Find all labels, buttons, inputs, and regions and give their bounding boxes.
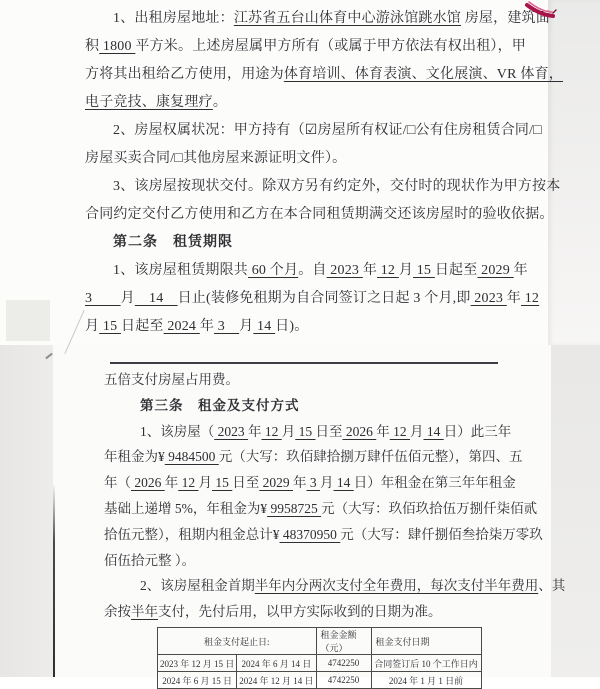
- text-segment: 拾伍元整），租期内租金总计¥: [104, 526, 280, 542]
- page2-top-rule: [110, 362, 498, 364]
- underlined-fill-in-text: 2026: [131, 475, 165, 491]
- underlined-fill-in-text: 14: [333, 475, 354, 491]
- contract-text-line: [104, 573, 566, 599]
- text-segment: 余按: [104, 604, 131, 620]
- paper-edge-shadow: [53, 483, 55, 677]
- table-cell: 2024 年 6 月 15 日: [158, 672, 237, 689]
- text-segment: 年: [248, 423, 262, 439]
- underlined-fill-in-text: 2023: [470, 291, 507, 306]
- text-segment: 月: [239, 319, 254, 334]
- text-segment: 。自: [298, 263, 327, 278]
- text-segment: 年租金为¥: [104, 449, 165, 465]
- text-segment: 日）此三年: [443, 423, 512, 439]
- text-segment: 年: [506, 291, 521, 306]
- underlined-fill-in-text: 9958725: [267, 500, 322, 516]
- contract-text-line: [104, 393, 554, 419]
- red-pen-mark-icon: [524, 0, 560, 28]
- table-row: [158, 672, 482, 689]
- clause-heading: 第二条 租赁期限: [113, 235, 233, 250]
- text-segment: 年: [164, 475, 179, 491]
- underlined-fill-in-text: 48370950: [279, 526, 341, 542]
- table-header-cell: 租金支付起止日:: [158, 628, 317, 655]
- underlined-fill-in-text: 3: [85, 291, 121, 306]
- table-header-cell: 租金支付日期: [371, 628, 481, 655]
- underlined-fill-in-text: 2029: [259, 475, 293, 491]
- contract-text-line: [85, 173, 561, 201]
- underlined-fill-in-text: 9484500: [164, 449, 219, 465]
- contract-text-line: [85, 5, 550, 33]
- text-segment: 佰伍拾元整 ）。: [104, 552, 196, 568]
- photo-background-right: [551, 345, 600, 677]
- contract-page2-photo: [0, 345, 600, 686]
- contract-text-line: [85, 257, 545, 285]
- text-segment: 元（大写：玖佰玖拾伍万捌仟柒佰贰: [321, 500, 538, 516]
- text-segment: 方将其出租给乙方使用，用途为: [85, 67, 284, 82]
- text-segment: 日起至: [434, 263, 478, 278]
- underlined-fill-in-text: 15: [212, 475, 233, 491]
- text-segment: 积: [85, 39, 100, 54]
- text-segment: 月: [120, 291, 135, 306]
- contract-text-line: [104, 522, 554, 548]
- underlined-fill-in-text: 14: [134, 291, 178, 306]
- contract-text-line: [85, 285, 545, 313]
- text-segment: 年: [513, 263, 528, 278]
- text-segment: 年（: [104, 475, 131, 491]
- underlined-fill-in-text: 2024: [163, 319, 200, 334]
- text-segment: 合同约定交付乙方使用和乙方在本合同租赁期满交还该房屋时的验收依据。: [85, 207, 554, 222]
- contract-text-line: [85, 61, 563, 89]
- page2-text: [104, 367, 566, 625]
- text-segment: 支付，先付后用，以甲方实际收到的日期为准。: [158, 604, 442, 620]
- text-segment: 元（大写：玖佰肆拾捌万肆仟伍佰元整），第四、五: [218, 449, 523, 465]
- contract-text-line: [104, 367, 554, 393]
- text-segment: 年: [199, 319, 215, 334]
- text-segment: 房屋，建筑面: [461, 11, 550, 26]
- underlined-fill-in-text: 电子竞技、康复理疗: [85, 95, 213, 110]
- contract-text-line: [85, 33, 545, 61]
- underlined-fill-in-text: 14: [423, 423, 444, 439]
- underlined-fill-in-text: 3: [306, 475, 320, 491]
- text-segment: 月: [85, 319, 100, 334]
- table-cell: 4742250: [316, 672, 371, 689]
- text-segment: 日起至: [121, 319, 164, 334]
- table-header-cell: 租金金额（元）: [316, 628, 371, 655]
- text-segment: 、其: [538, 578, 566, 594]
- underlined-fill-in-text: 半年: [131, 604, 158, 620]
- contract-text-line: [104, 444, 554, 470]
- text-segment: 3、该房屋按现状交付。除双方另有约定外，交付时的现状作为甲方按本: [113, 179, 561, 194]
- photo-background-corner: [6, 300, 50, 341]
- underlined-fill-in-text: 半年内分两次支付全年费用，每次支付半年费用: [254, 578, 539, 594]
- underlined-fill-in-text: 1800: [99, 39, 136, 54]
- text-segment: 日至: [315, 423, 343, 439]
- text-segment: 月: [281, 423, 296, 439]
- table-cell: 合同签订后 10 个工作日内: [371, 655, 481, 672]
- text-segment: 月: [320, 475, 334, 491]
- underlined-fill-in-text: 2023: [326, 263, 363, 278]
- underlined-fill-in-text: 12: [261, 423, 282, 439]
- contract-text-line: [104, 496, 554, 522]
- contract-text-line: [85, 89, 545, 117]
- table-cell: 2024 年 12 月 14 日: [237, 672, 316, 689]
- contract-text-line: [85, 201, 554, 229]
- underlined-fill-in-text: 2026: [342, 423, 377, 439]
- text-segment: 年: [362, 263, 378, 278]
- text-segment: 元（大写：肆仟捌佰叁拾柒万零玖: [340, 526, 543, 542]
- payment-schedule-table: [157, 627, 482, 689]
- text-segment: 房屋买卖合同/□其他房屋来源证明文件）。: [85, 151, 347, 166]
- text-segment: 1、出租房屋地址：: [113, 11, 234, 26]
- text-segment: 月: [410, 423, 424, 439]
- contract-text-line: [85, 229, 545, 257]
- contract-text-line: [104, 419, 554, 445]
- table-row: [158, 655, 482, 672]
- underlined-fill-in-text: 江苏省五台山体育中心游泳馆跳水馆: [233, 11, 462, 26]
- underlined-fill-in-text: 3: [214, 319, 240, 334]
- text-segment: 日止(装修免租期为自合同签订之日起 3 个月,即: [177, 291, 471, 306]
- underlined-fill-in-text: 12: [389, 423, 410, 439]
- underlined-fill-in-text: 15: [413, 263, 435, 278]
- text-segment: 1、该房屋租赁期限共: [113, 263, 248, 278]
- contract-text-line: [104, 599, 554, 625]
- underlined-fill-in-text: 15: [295, 423, 316, 439]
- text-segment: 平方米。上述房屋属甲方所有（或属于甲方依法有权出租），甲: [135, 39, 527, 54]
- text-segment: 基础上递增 5%，年租金为¥: [104, 500, 268, 516]
- contract-text-line: [104, 470, 554, 496]
- page1-text: [85, 5, 563, 341]
- underlined-fill-in-text: 2029: [477, 263, 514, 278]
- table-cell: 2023 年 12 月 15 日: [158, 655, 237, 672]
- table-cell: 4742250: [316, 655, 371, 672]
- text-segment: 日)。: [275, 319, 309, 334]
- underlined-fill-in-text: 15: [99, 319, 122, 334]
- underlined-fill-in-text: 12: [178, 475, 199, 491]
- contract-text-line: [85, 313, 545, 341]
- underlined-fill-in-text: 2023: [214, 423, 248, 439]
- photo-background-left: [0, 345, 53, 677]
- clause-heading: 第三条 租金及支付方式: [140, 397, 300, 413]
- text-segment: 日至: [232, 475, 260, 491]
- underlined-fill-in-text: 12: [377, 263, 399, 278]
- text-segment: 2、房屋权属状况：甲方持有（☑房屋所有权证/□公有住房租赁合同/□: [113, 123, 542, 138]
- text-segment: 日）年租金在第三年年租金: [353, 475, 516, 491]
- text-segment: 五倍支付房屋占用费。: [104, 372, 239, 387]
- text-segment: 月: [398, 263, 414, 278]
- text-segment: 年: [293, 475, 307, 491]
- underlined-fill-in-text: 12: [521, 291, 540, 306]
- underlined-fill-in-text: 体育培训、体育表演、文化展演、VR 体育，: [283, 67, 563, 82]
- underlined-fill-in-text: 14: [253, 319, 276, 334]
- underlined-fill-in-text: 60 个月: [248, 263, 299, 278]
- contract-text-line: [85, 145, 545, 173]
- text-segment: 。: [212, 95, 228, 110]
- text-segment: 2、该房屋租金首期: [140, 578, 255, 594]
- table-header-row: [158, 628, 482, 655]
- contract-text-line: [104, 548, 554, 574]
- contract-text-line: [85, 117, 545, 145]
- table-cell: 2024 年 1 月 1 日前: [371, 672, 481, 689]
- text-segment: 月: [198, 475, 212, 491]
- table-cell: 2024 年 6 月 14 日: [237, 655, 316, 672]
- text-segment: 年: [376, 423, 390, 439]
- text-segment: 1、该房屋（: [140, 423, 215, 439]
